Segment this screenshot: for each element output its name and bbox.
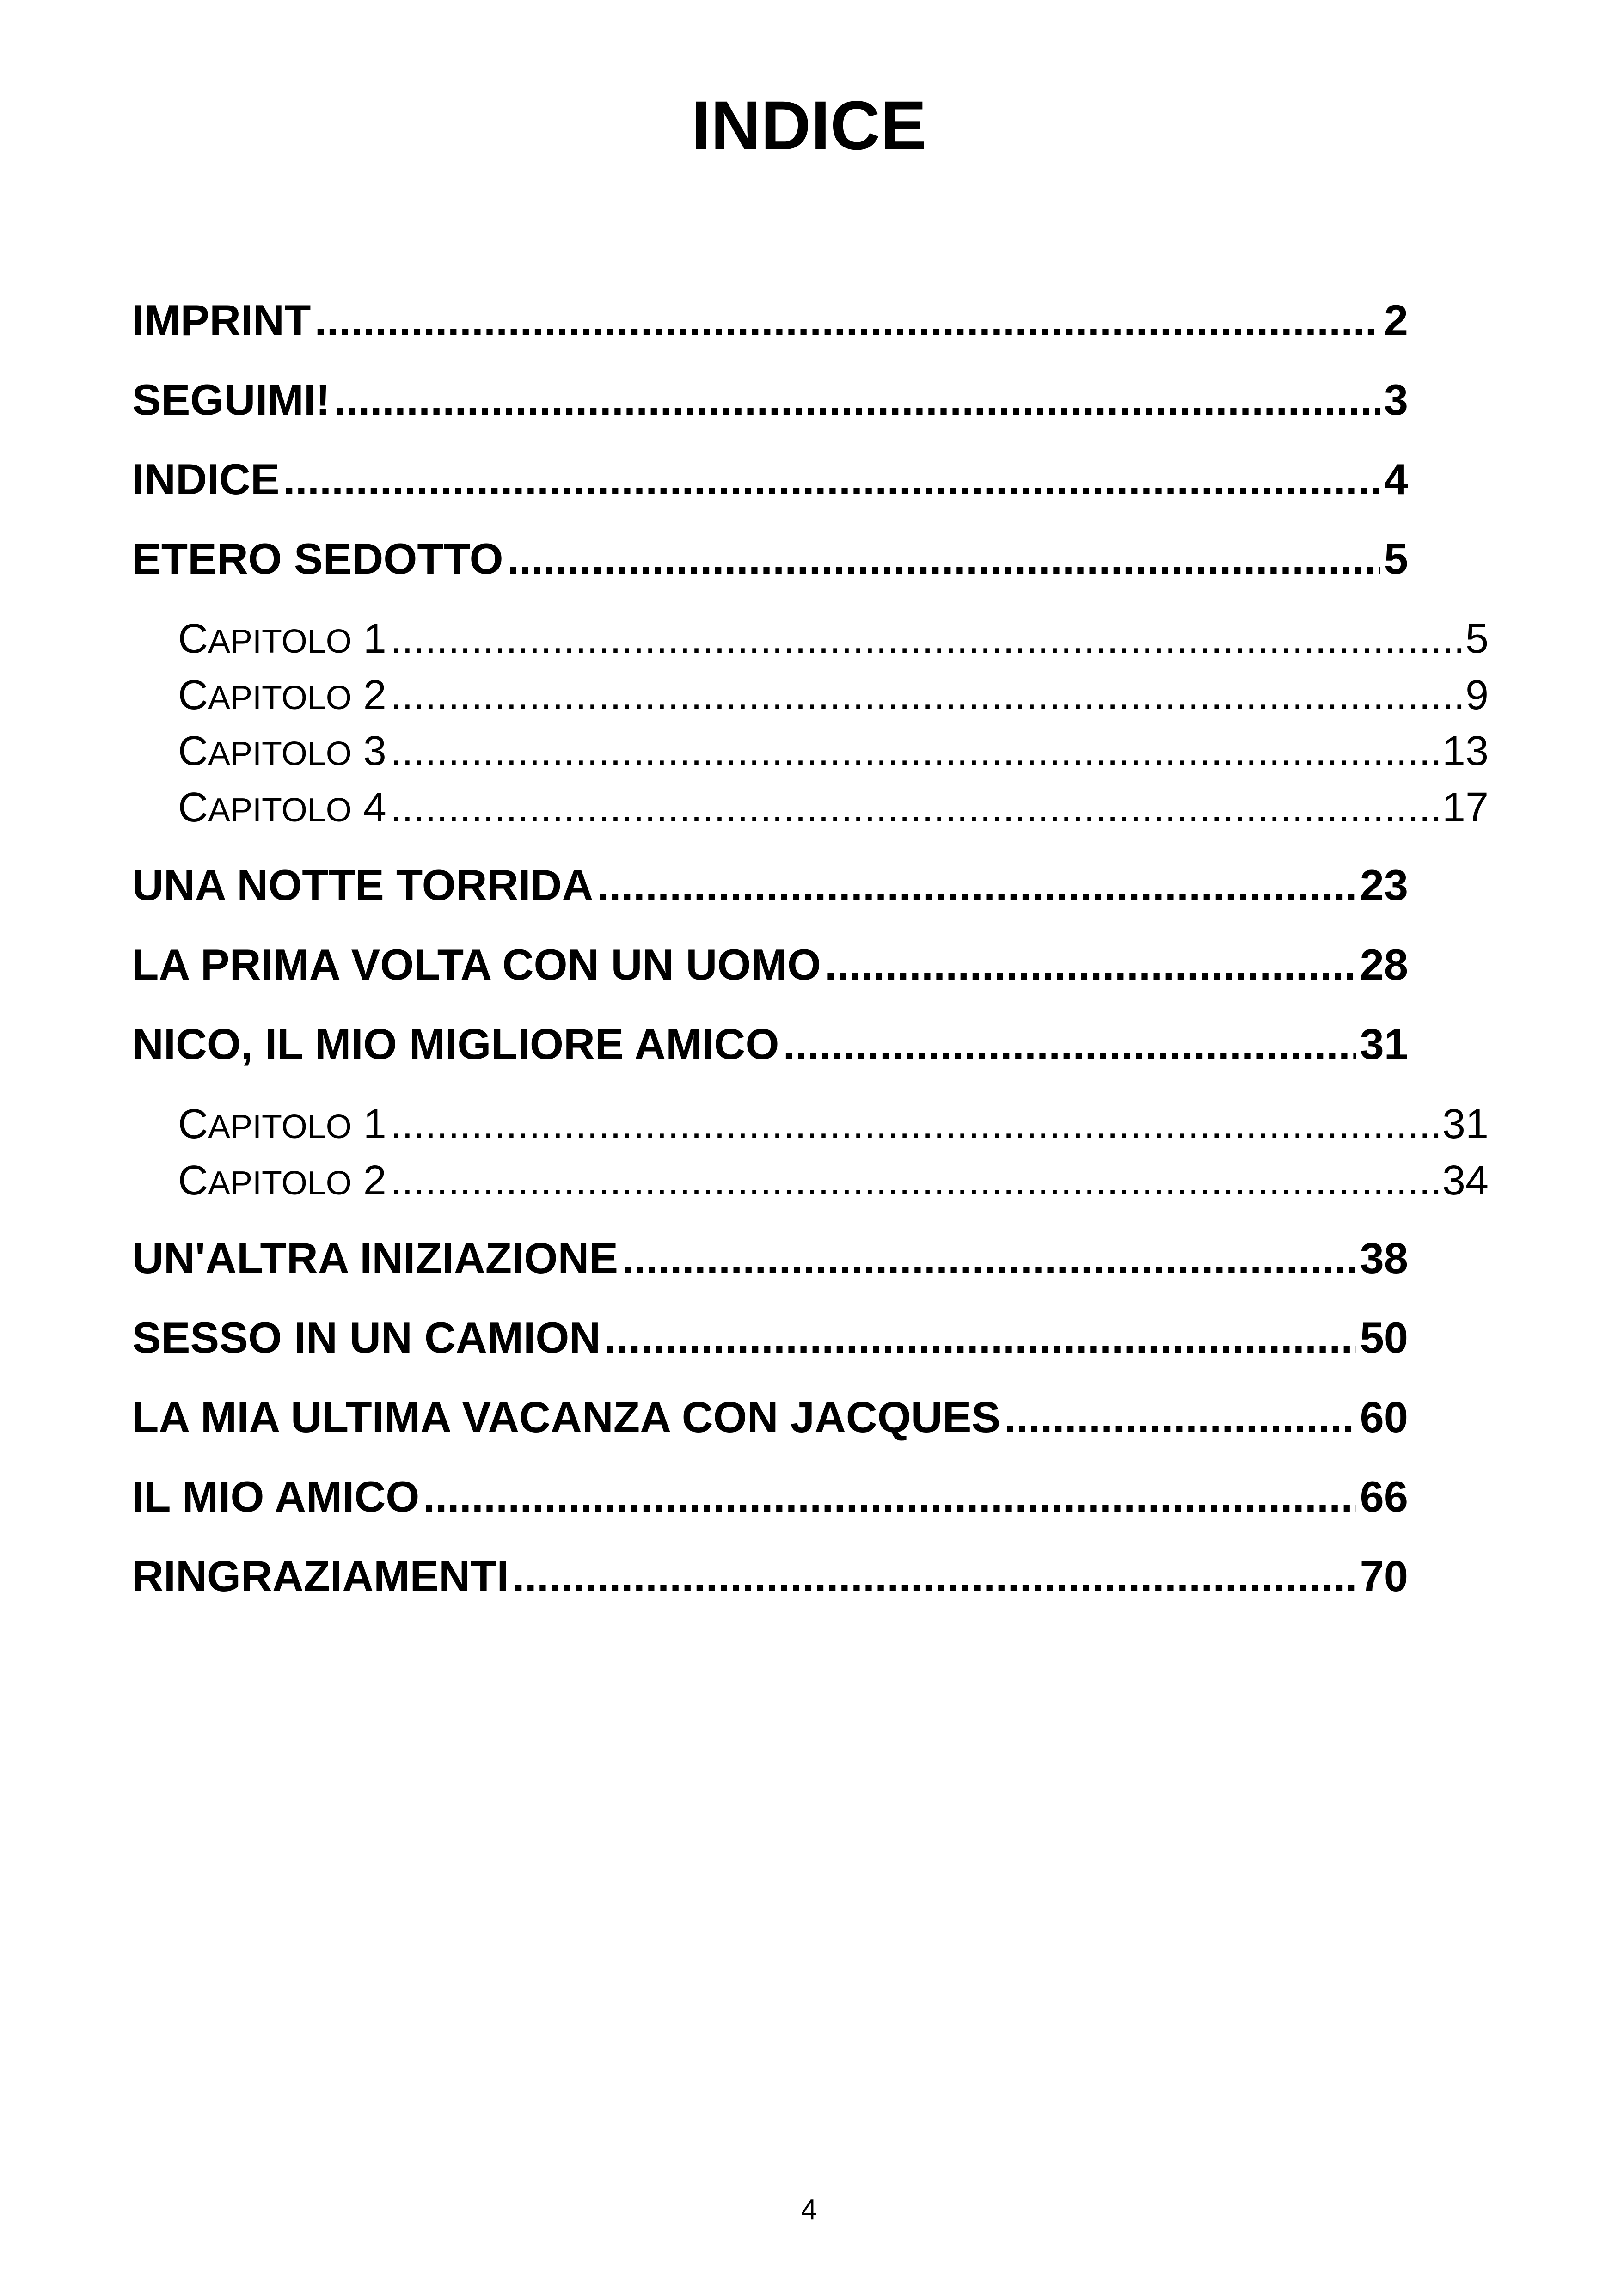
- toc-subentry-label: CAPITOLO 2: [178, 672, 386, 718]
- toc-entry-etero-sedotto[interactable]: [132, 533, 1408, 584]
- dot-leader: [597, 860, 1356, 911]
- dot-leader: [507, 533, 1380, 584]
- toc-subentry-label: CAPITOLO 2: [178, 1157, 386, 1204]
- dot-leader: [1004, 1392, 1356, 1443]
- toc-entry-page: 31: [1360, 1020, 1408, 1068]
- toc-subentry-label: CAPITOLO 1: [178, 1101, 386, 1147]
- toc-entry-label: SEGUIMI!: [132, 375, 331, 424]
- toc-subentry-label: CAPITOLO 1: [178, 616, 386, 662]
- toc-entry-page: 3: [1384, 375, 1408, 424]
- toc-entry-label: IL MIO AMICO: [132, 1472, 420, 1521]
- dot-leader: [423, 1471, 1356, 1522]
- toc-entry-label: UN'ALTRA INIZIAZIONE: [132, 1234, 619, 1282]
- dot-leader: [390, 1157, 1439, 1205]
- toc-entry-label: INDICE: [132, 455, 280, 503]
- toc-entry-imprint[interactable]: [132, 295, 1408, 346]
- toc-subentry-page: 34: [1442, 1157, 1489, 1204]
- dot-leader: [283, 454, 1380, 505]
- dot-leader: [334, 374, 1380, 425]
- toc-entry-label: UNA NOTTE TORRIDA: [132, 861, 594, 909]
- toc-entry-una-notte-torrida[interactable]: [132, 860, 1408, 911]
- toc-entry-nico[interactable]: [132, 1019, 1408, 1070]
- dot-leader: [622, 1233, 1356, 1284]
- toc-entry-page: 38: [1360, 1234, 1408, 1282]
- dot-leader: [513, 1551, 1356, 1602]
- dot-leader: [390, 615, 1462, 663]
- toc-entry-la-prima-volta[interactable]: [132, 939, 1408, 990]
- page-title: INDICE: [691, 86, 927, 164]
- page-number: 4: [801, 2194, 817, 2226]
- toc-entry-page: 66: [1360, 1472, 1408, 1521]
- toc-entry-sesso-in-un-camion[interactable]: [132, 1312, 1408, 1363]
- toc-entry-label: LA MIA ULTIMA VACANZA CON JACQUES: [132, 1393, 1001, 1441]
- toc-subentry-page: 17: [1442, 784, 1489, 831]
- toc-entry-ultima-vacanza[interactable]: [132, 1392, 1408, 1443]
- dot-leader: [825, 939, 1356, 990]
- toc-entry-page: 50: [1360, 1313, 1408, 1362]
- toc-entry-ringraziamenti[interactable]: [132, 1551, 1408, 1602]
- dot-leader: [604, 1312, 1356, 1363]
- toc-entry-label: LA PRIMA VOLTA CON UN UOMO: [132, 940, 821, 989]
- toc-entry-page: 4: [1384, 455, 1408, 503]
- toc-entry-page: 2: [1384, 296, 1408, 344]
- toc-subentry-etero-capitolo-2[interactable]: [178, 671, 1489, 722]
- toc-entry-label: ETERO SEDOTTO: [132, 534, 503, 583]
- toc-subentry-page: 9: [1465, 672, 1489, 718]
- toc-entry-page: 5: [1384, 534, 1408, 583]
- dot-leader: [783, 1019, 1356, 1070]
- toc-entry-page: 70: [1360, 1552, 1408, 1600]
- dot-leader: [314, 295, 1380, 346]
- toc-entry-label: RINGRAZIAMENTI: [132, 1552, 509, 1600]
- dot-leader: [390, 1100, 1439, 1148]
- toc-subentry-page: 31: [1442, 1101, 1489, 1147]
- toc-subentry-label: CAPITOLO 4: [178, 784, 386, 831]
- toc-entry-seguimi[interactable]: [132, 374, 1408, 425]
- toc-entry-label: NICO, IL MIO MIGLIORE AMICO: [132, 1020, 779, 1068]
- toc-entry-label: SESSO IN UN CAMION: [132, 1313, 601, 1362]
- toc-subentry-nico-capitolo-2[interactable]: [178, 1157, 1489, 1207]
- toc-subentry-page: 5: [1465, 616, 1489, 662]
- toc-subentry-nico-capitolo-1[interactable]: [178, 1100, 1489, 1151]
- toc-entry-il-mio-amico[interactable]: [132, 1471, 1408, 1522]
- toc-subentry-etero-capitolo-1[interactable]: [178, 615, 1489, 666]
- toc-subentry-label: CAPITOLO 3: [178, 728, 386, 774]
- toc-entry-label: IMPRINT: [132, 296, 311, 344]
- toc-entry-page: 60: [1360, 1393, 1408, 1441]
- toc-entry-indice[interactable]: [132, 454, 1408, 505]
- toc-entry-unaltra-iniziazione[interactable]: [132, 1233, 1408, 1284]
- toc-entry-page: 23: [1360, 861, 1408, 909]
- toc-entry-page: 28: [1360, 940, 1408, 989]
- dot-leader: [390, 727, 1439, 775]
- toc-subentry-etero-capitolo-3[interactable]: [178, 727, 1489, 778]
- dot-leader: [390, 784, 1439, 832]
- toc-subentry-etero-capitolo-4[interactable]: [178, 784, 1489, 834]
- toc-subentry-page: 13: [1442, 728, 1489, 774]
- dot-leader: [390, 671, 1462, 719]
